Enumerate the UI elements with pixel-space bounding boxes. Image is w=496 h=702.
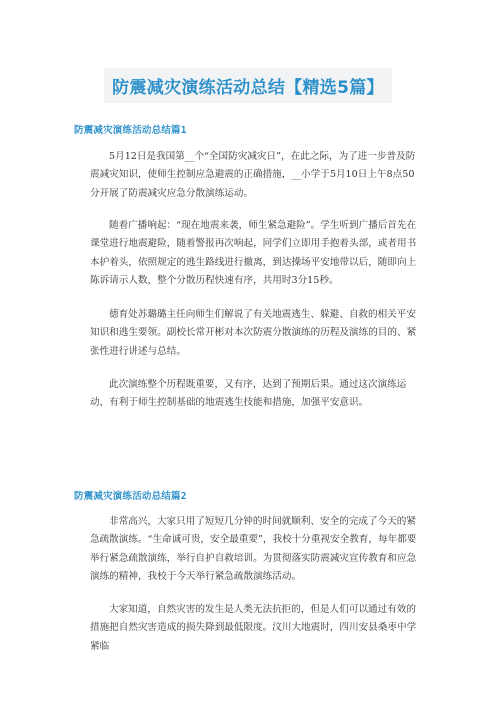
- section-heading-2: 防震减灾演练活动总结篇2: [74, 491, 187, 502]
- paragraph-text: 德育处苏璐璐主任向师生们解说了有关地震逃生、躲避、自救的相关平安知识和逃生要领。副校长常开彬对本次防震分散演练的历程及演练的目的、紧张性进行讲述与总结。: [90, 309, 417, 357]
- paragraph-1-2: [90, 217, 420, 291]
- paragraph-text: 非常高兴，大家只用了短短几分钟的时间就顺利、安全的完成了今天的紧急疏散演练。“生命诚可贵，安全最重要”，我校十分重视安全教育，每年都要举行紧急疏散演练，举行自护自救培训。为贯彻落实防震减灾宣传教育和应急演练的精神，我校于今天举行紧急疏散演练活动。: [90, 516, 417, 583]
- paragraph-text: 大家知道，自然灾害的发生是人类无法抗拒的，但是人们可以通过有效的措施把自然灾害造成的损失降到最低限度。汶川大地震时，四川安县桑枣中学紧临: [90, 604, 417, 652]
- paragraph-text: 随着广播响起：“现在地震来袭，师生紧急避险”。学生听到广播后首先在课堂进行地震避险，随着警报再次响起，同学们立即用手抱着头部，或者用书本护着头，依照规定的逃生路线进行撤离，到达操场平安地带以后，随即向上陈诉请示人数，整个分散历程快速有序，共用时3分15秒。: [90, 220, 417, 287]
- paragraph-text: 此次演练整个历程既重要，又有序，达到了预期后果。通过这次演练运动，有利于师生控制基础的地震逃生技能和措施，加强平安意识。: [90, 379, 407, 409]
- paragraph-1-3: [90, 306, 420, 361]
- title-wrapper: [0, 68, 496, 103]
- document-title: 防震减灾演练活动总结【精选5篇】: [104, 68, 392, 103]
- paragraph-1-4: [90, 376, 420, 413]
- paragraph-2-1: [90, 513, 420, 587]
- paragraph-text: 5月12日是我国第__个“全国防灾减灾日”，在此之际，为了进一步普及防震减灾知识，使师生控制应急避震的正确措施，__小学于5月10日上午8点50分开展了防震减灾应急分散演练运动。: [90, 151, 416, 199]
- paragraph-2-2: [90, 601, 420, 656]
- paragraph-1-1: [90, 148, 420, 203]
- section-heading-1: 防震减灾演练活动总结篇1: [74, 125, 187, 136]
